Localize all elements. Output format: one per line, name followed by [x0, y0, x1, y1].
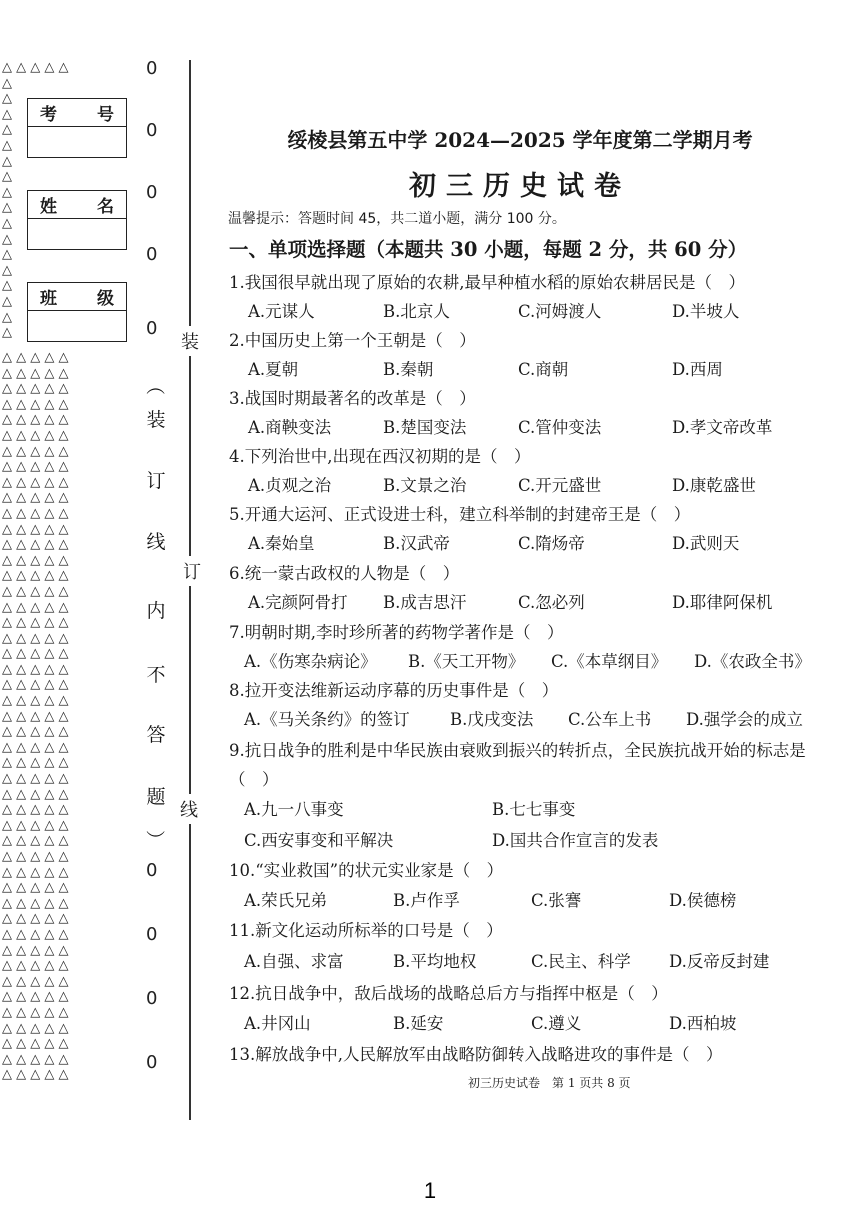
name-box [27, 190, 127, 250]
option: A.夏朝 [248, 360, 299, 379]
zero-mark: 0 [146, 1052, 158, 1073]
question-stem: 6.统一蒙古政权的人物是（ ） [229, 564, 460, 583]
exam-tip: 温馨提示：答题时间 45，共二道小题，满分 100 分。 [228, 211, 566, 227]
zero-mark: 0 [146, 924, 158, 945]
option: C.遵义 [531, 1014, 582, 1033]
option: D.反帝反封建 [669, 952, 770, 971]
binding-triangles-top: △ △ △ △ △ △ △ △ △ △ △ △ △ △ △ △ △ △ △ △ △ △ [2, 60, 69, 341]
exam-number-box [27, 98, 127, 158]
exam-number-label: 考 号 [28, 99, 126, 127]
option: D.武则天 [672, 534, 740, 553]
class-label: 班 级 [28, 283, 126, 311]
binding-triangles-bottom: △ △ △ △ △ △ △ △ △ △ △ △ △ △ △ △ △ △ △ △ △ △ △ △ △ △ △ △ △ △ △ △ △ △ △ △ △ △ △ △ △ △ △ △ △ △ △ △ △ △ △ △ △ △ △ △ △ △ △ △ △ △ △ △ △ △ △ △ △ △ △ △ △ △ △ △ △ △ △ △ △ △ △ △ △ △ △ △ △ △ △ △ △ △ △ △ △ △ △ △ △ △ △ △ △ △ △ △ △ △ △ △ △ △ △ △ △ △ △ △ △ △ △ △ △ △ △ △ △ △ △ △ △ △ △ △ △ △ △ △ △ △ △ △ △ △ △ △ △ △ △ △ △ △ △ △ △ △ △ △ △ △ △ △ △ △ △ △ △ △ △ △ △ △ △ △ △ △ △ △ △ △ △ △ △ △ △ △ △ △ △ △ △ △ △ △ △ △ △ △ △ △ △ △ △ △ △ △ △ △ △ △ △ △ △ △ △ △ △ △ △ △ △ △ △ △ △ △ △ △ △ △ △ △ △ [2, 350, 69, 1083]
option: A.商鞅变法 [248, 418, 332, 437]
zero-mark: 0 [146, 58, 158, 79]
option: B.楚国变法 [383, 418, 467, 437]
option: C.商朝 [518, 360, 569, 379]
option: C.《本草纲目》 [551, 652, 668, 671]
question-stem: 4.下列治世中,出现在西汉初期的是（ ） [229, 447, 531, 466]
option: C.张謇 [531, 891, 582, 910]
zero-mark: 0 [146, 120, 158, 141]
paper-title: 初三历史试卷 [409, 171, 631, 202]
option: D.孝文帝改革 [672, 418, 773, 437]
option: A.元谋人 [248, 302, 315, 321]
binding-word-xian: 线 [180, 794, 198, 824]
zero-mark: 0 [146, 860, 158, 881]
option: D.半坡人 [672, 302, 740, 321]
name-label: 姓 名 [28, 191, 126, 219]
option: C.公车上书 [568, 710, 652, 729]
option: B.北京人 [383, 302, 450, 321]
option: A.《马关条约》的签订 [244, 710, 410, 729]
zero-mark: 0 [146, 318, 158, 339]
binding-line [189, 60, 191, 1120]
option: A.九一八事变 [244, 800, 344, 819]
question-stem: 9.抗日战争的胜利是中华民族由衰败到振兴的转折点，全民族抗战开始的标志是（ ） [229, 741, 806, 789]
option: D.康乾盛世 [672, 476, 756, 495]
option: D.强学会的成立 [686, 710, 803, 729]
scanned-exam-page: △ △ △ △ △ △ △ △ △ △ △ △ △ △ △ △ △ △ △ △ △ △ △ △ △ △ △ △ △ △ △ △ △ △ △ △ △ △ △ △ △ △ △ △ △ △ △ △ △ △ △ △ △ △ △ △ △ △ △ △ △ △ △ △ △ △ △ △ △ △ △ △ △ △ △ △ △ △ △ △ △ △ △ △ △ △ △ △ △ △ △ △ △ △ △ △ △ △ △ △ △ △ △ △ △ △ △ △ △ △ △ △ △ △ △ △ △ △ △ △ △ △ △ △ △ △ △ △ △ △ △ △ △ △ △ △ △ △ △ △ △ △ △ △ △ △ △ △ △ △ △ △ △ △ △ △ △ △ △ △ △ △ △ △ △ △ △ △ △ △ △ △ △ △ △ △ △ △ △ △ △ △ △ △ △ △ △ △ △ △ △ △ △ △ △ △ △ △ △ △ △ △ △ △ △ △ △ △ △ △ △ △ △ △ △ △ △ △ △ △ △ △ △ △ △ △ △ △ △ △ △ △ △ △ △ △ △ △ △ △ △ △ △ △ △ △ △ △ △ △ △ △ △ △ △ △ △ 考 号 姓 名 班 级 0 0 0 0 0 0 0 0 0 （ 装 订 线 内 不 答 题 ） 装 订 线 绥棱县第五中学 2024—2025 学年度第二学期月考 初三历史试卷 温馨提示：答题时间 45，共二道小题，满分 100 分。 一、单项选择题（本题共 30 小题，每题 2 分，共 60 分） 1.我国很早就出现了原始的农耕,最早种植水稻的原始农耕居民是（ ） A.元谋人 B.北京人 C.河姆渡人 D.半坡人 2.中国历史上第一个王朝是（ ） A.夏朝 B.秦朝 C.商朝 D.西周 3.战国时期最著名的改革是（ ） A.商鞅变法 B.楚国变法 C.管仲变法 D.孝文帝改革 4.下列治世中,出现在西汉初期的是（ ） A.贞观之治 B.文景之治 C.开元盛世 D.康乾盛世 5.开通大运河、正式设进士科，建立科举制的封建帝王是（ ） A.秦始皇 B.汉武帝 C.隋炀帝 D.武则天 6.统一蒙古政权的人物是（ ） A.完颜阿骨打 B.成吉思汗 C.忽必列 D.耶律阿保机 7.明朝时期,李时珍所著的药物学著作是（ ） A.《伤寒杂病论》 B.《天工开物》 C.《本草纲目》 D.《农政全书》 8.拉开变法维新运动序幕的历史事件是（ ） A.《马关条约》的签订 B.戊戌变法 C.公车上书 D.强学会的成立 9.抗日战争的胜利是中华民族由衰败到振兴的转折点，全民族抗战开始的标志是（ ） A.九一八事变 B.七七事变 C.西安事变和平解决 D.国共合作宣言的发表 10.“实业救国”的状元实业家是（ ） A.荣氏兄弟 B.卢作孚 C.张謇 D.侯德榜 11.新文化运动所标举的口号是（ ） A.自强、求富 B.平均地权 C.民主、科学 D.反帝反封建 12.抗日战争中，敌后战场的战略总后方与指挥中枢是（ ） A.井冈山 B.延安 C.遵义 D.西柏坡 13.解放战争中,人民解放军由战略防御转入战略进攻的事件是（ ） 初三历史试卷 第 1 页共 8 页 [0, 0, 860, 1142]
school-title: 绥棱县第五中学 2024—2025 学年度第二学期月考 [287, 128, 753, 152]
option: D.《农政全书》 [694, 652, 811, 671]
option: A.井冈山 [244, 1014, 311, 1033]
option: D.国共合作宣言的发表 [492, 831, 659, 850]
option: A.完颜阿骨打 [248, 593, 348, 612]
page-number: 1 [423, 1178, 437, 1203]
option: B.延安 [393, 1014, 444, 1033]
option: A.秦始皇 [248, 534, 315, 553]
question-stem: 10.“实业救国”的状元实业家是（ ） [229, 861, 504, 880]
option: C.民主、科学 [531, 952, 631, 971]
option: B.《天工开物》 [408, 652, 525, 671]
question-stem: 7.明朝时期,李时珍所著的药物学著作是（ ） [229, 623, 564, 642]
question-stem: 5.开通大运河、正式设进士科，建立科举制的封建帝王是（ ） [229, 505, 691, 524]
option: B.平均地权 [393, 952, 477, 971]
question-stem: 2.中国历史上第一个王朝是（ ） [229, 331, 476, 350]
option: D.侯德榜 [669, 891, 737, 910]
question-stem: 3.战国时期最著名的改革是（ ） [229, 389, 476, 408]
question-stem: 8.拉开变法维新运动序幕的历史事件是（ ） [229, 681, 559, 700]
question-stem: 13.解放战争中,人民解放军由战略防御转入战略进攻的事件是（ ） [229, 1045, 723, 1064]
option: C.隋炀帝 [518, 534, 585, 553]
option: D.西周 [672, 360, 723, 379]
zero-mark: 0 [146, 988, 158, 1009]
option: A.自强、求富 [244, 952, 344, 971]
question-stem: 1.我国很早就出现了原始的农耕,最早种植水稻的原始农耕居民是（ ） [229, 273, 745, 292]
option: A.贞观之治 [248, 476, 332, 495]
binding-word-zhuang: 装 [181, 326, 199, 356]
option: B.成吉思汗 [383, 593, 467, 612]
option: C.开元盛世 [518, 476, 602, 495]
option: B.戊戌变法 [450, 710, 534, 729]
option: D.耶律阿保机 [672, 593, 773, 612]
option: A.《伤寒杂病论》 [244, 652, 377, 671]
zero-mark: 0 [146, 244, 158, 265]
option: C.忽必列 [518, 593, 585, 612]
question-stem: 12.抗日战争中，敌后战场的战略总后方与指挥中枢是（ ） [229, 984, 668, 1003]
option: B.文景之治 [383, 476, 467, 495]
option: B.卢作孚 [393, 891, 460, 910]
option: C.河姆渡人 [518, 302, 602, 321]
option: B.汉武帝 [383, 534, 450, 553]
binding-word-ding: 订 [183, 556, 201, 586]
option: A.荣氏兄弟 [244, 891, 328, 910]
class-box [27, 282, 127, 342]
question-stem: 11.新文化运动所标举的口号是（ ） [229, 921, 503, 940]
option: C.西安事变和平解决 [244, 831, 394, 850]
section-title: 一、单项选择题（本题共 30 小题，每题 2 分，共 60 分） [229, 238, 748, 261]
page-footer: 初三历史试卷 第 1 页共 8 页 [468, 1076, 631, 1090]
option: B.七七事变 [492, 800, 576, 819]
option: B.秦朝 [383, 360, 434, 379]
option: C.管仲变法 [518, 418, 602, 437]
option: D.西柏坡 [669, 1014, 737, 1033]
zero-mark: 0 [146, 182, 158, 203]
